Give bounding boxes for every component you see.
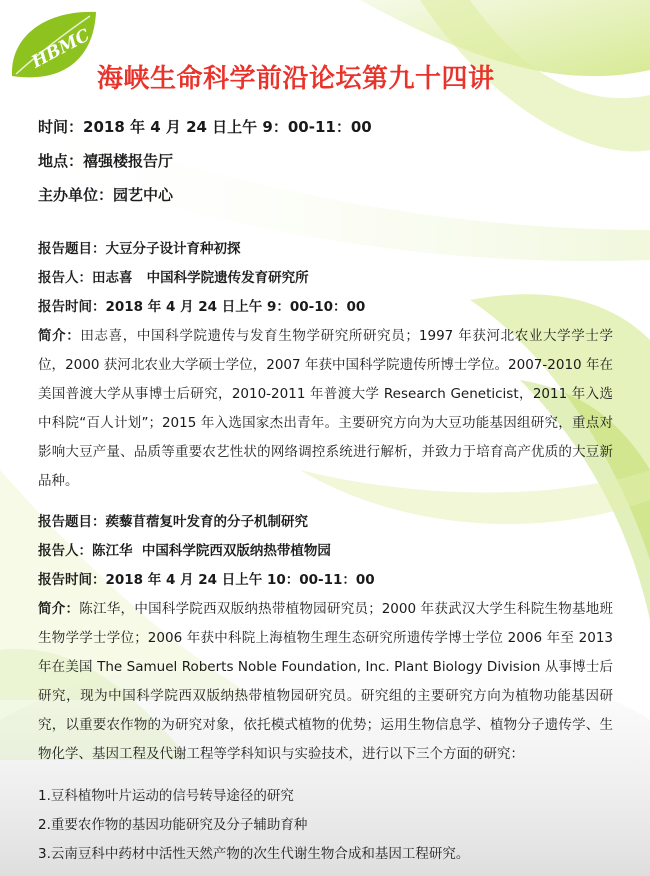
research-list [38, 782, 618, 869]
logo [6, 6, 100, 88]
talk-speaker: 报告人：陈江华 中国科学院西双版纳热带植物园 [38, 543, 331, 559]
talk-time: 报告时间：2018 年 4 月 24 日上午 10：00-11：00 [38, 572, 375, 588]
talk-topic: 报告题目：大豆分子设计育种初探 [38, 241, 241, 257]
talk-intro: 简介：田志喜，中国科学院遗传与发育生物学研究所研究员；1997 年获河北农业大学学士学位，2000 获河北农业大学硕士学位，2007 年获中国科学院遗传所博士学位。2007-2010 年在美国普渡大学从事博士后研究，2010-2011 年普渡大学 Research Geneticist，2011 年入选中科院“百人计划”；2015 年入选国家杰出青年。主要研究方向为大豆功能基因组研究，重点对影响大豆产量、品质等重要农艺性状的网络调控系统进行解析，并致力于培育高产优质的大豆新品种。 [38, 328, 614, 489]
talk-time: 报告时间：2018 年 4 月 24 日上午 9：00-10：00 [38, 299, 366, 315]
meta-value: 禧强楼报告厅 [83, 152, 174, 170]
meta-label: 地点： [38, 152, 84, 170]
talk-1 [38, 235, 613, 496]
talk-speaker: 报告人：田志喜 中国科学院遗传发育研究所 [38, 270, 309, 286]
logo-text: HBMC [28, 25, 94, 73]
page-title: 海峡生命科学前沿论坛第九十四讲 [97, 64, 495, 94]
talk-topic: 报告题目：蒺藜苜蓿复叶发育的分子机制研究 [38, 514, 308, 530]
list-item: 3.云南豆科中药材中活性天然产物的次生代谢生物合成和基因工程研究。 [38, 846, 470, 862]
meta-label: 主办单位： [38, 186, 114, 204]
meta-label: 时间： [38, 118, 84, 136]
talk-intro: 简介：陈江华，中国科学院西双版纳热带植物园研究员；2000 年获武汉大学生科院生物基地班生物学学士学位；2006 年获中科院上海植物生理生态研究所遗传学博士学位 2006 年至 2013 年在美国 The Samuel Roberts Noble Foundation, Inc. Plant Biology Division 从事博士后研究，现为中国科学院西双版纳热带植物园研究员。研究组的主要研究方向为植物功能基因研究，以重要农作物的为研究对象，依托模式植物的优势；运用生物信息学、植物分子遗传学、生物化学、基因工程及代谢工程等学科知识与实验技术，进行以下三个方面的研究： [38, 601, 613, 762]
meta-value: 园艺中心 [113, 186, 174, 204]
meta-value: 2018 年 4 月 24 日上午 9：00-11：00 [83, 118, 372, 136]
meta-host [38, 184, 173, 205]
meta-time [38, 116, 372, 137]
list-item: 2.重要农作物的基因功能研究及分子辅助育种 [38, 817, 308, 833]
list-item: 1.豆科植物叶片运动的信号转导途径的研究 [38, 788, 294, 804]
meta-location [38, 150, 173, 171]
talk-2 [38, 508, 613, 769]
